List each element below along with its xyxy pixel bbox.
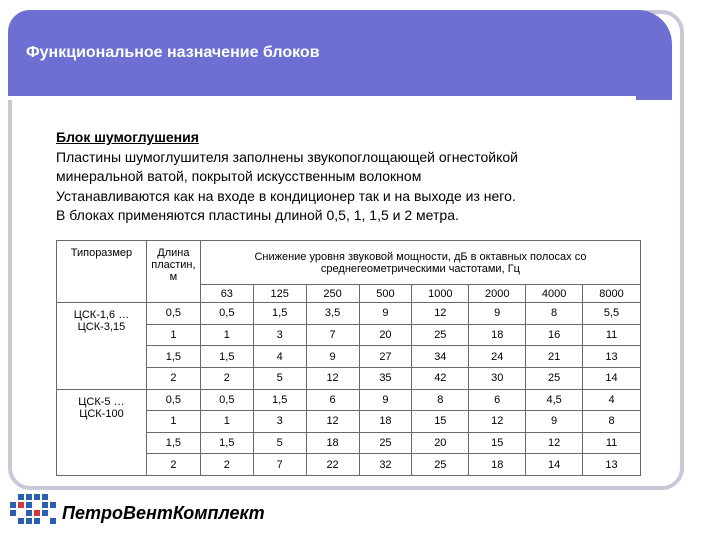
value-cell: 13: [583, 346, 641, 368]
value-cell: 22: [306, 454, 359, 476]
value-cell: 7: [253, 454, 306, 476]
value-cell: 14: [526, 454, 583, 476]
length-cell: 2: [146, 367, 200, 389]
attenuation-table: [56, 240, 641, 476]
value-cell: 3: [253, 324, 306, 346]
length-cell: 1,5: [146, 432, 200, 454]
group-size-2: ЦСК-5 … ЦСК-100: [57, 389, 147, 476]
value-cell: 8: [526, 303, 583, 325]
value-cell: 34: [412, 346, 469, 368]
header-length: Длина пластин, м: [146, 241, 200, 303]
group-size-1: ЦСК-1,6 … ЦСК-3,15: [57, 303, 147, 390]
value-cell: 3: [253, 411, 306, 433]
value-cell: 18: [469, 324, 526, 346]
value-cell: 1,5: [253, 389, 306, 411]
value-cell: 1: [200, 411, 253, 433]
value-cell: 35: [359, 367, 412, 389]
frequency-header: 250: [306, 285, 359, 303]
value-cell: 11: [583, 432, 641, 454]
value-cell: 24: [469, 346, 526, 368]
value-cell: 30: [469, 367, 526, 389]
description-block: [56, 128, 616, 226]
value-cell: 9: [359, 389, 412, 411]
value-cell: 1,5: [253, 303, 306, 325]
value-cell: 4: [583, 389, 641, 411]
paragraph-line: Пластины шумоглушителя заполнены звукопоглощающей огнестойкой: [56, 148, 519, 165]
frequency-header: 2000: [469, 285, 526, 303]
value-cell: 18: [359, 411, 412, 433]
value-cell: 12: [526, 432, 583, 454]
value-cell: 16: [526, 324, 583, 346]
table-row: [57, 389, 641, 411]
value-cell: 6: [469, 389, 526, 411]
value-cell: 11: [583, 324, 641, 346]
value-cell: 7: [306, 324, 359, 346]
value-cell: 18: [469, 454, 526, 476]
value-cell: 20: [412, 432, 469, 454]
value-cell: 9: [526, 411, 583, 433]
value-cell: 5,5: [583, 303, 641, 325]
length-cell: 1,5: [146, 346, 200, 368]
value-cell: 42: [412, 367, 469, 389]
value-cell: 25: [359, 432, 412, 454]
frequency-header: 125: [253, 285, 306, 303]
length-cell: 0,5: [146, 303, 200, 325]
length-cell: 0,5: [146, 389, 200, 411]
value-cell: 8: [412, 389, 469, 411]
value-cell: 20: [359, 324, 412, 346]
value-cell: 15: [469, 432, 526, 454]
frequency-header: 500: [359, 285, 412, 303]
value-cell: 9: [306, 346, 359, 368]
value-cell: 12: [412, 303, 469, 325]
frequency-header: 63: [200, 285, 253, 303]
value-cell: 0,5: [200, 303, 253, 325]
value-cell: 14: [583, 367, 641, 389]
value-cell: 9: [469, 303, 526, 325]
value-cell: 27: [359, 346, 412, 368]
value-cell: 1,5: [200, 432, 253, 454]
table-row: [57, 303, 641, 325]
value-cell: 25: [526, 367, 583, 389]
value-cell: 12: [306, 411, 359, 433]
grid-logo-icon: [8, 492, 56, 526]
value-cell: 1,5: [200, 346, 253, 368]
value-cell: 1: [200, 324, 253, 346]
value-cell: 2: [200, 454, 253, 476]
block-heading: Блок шумоглушения: [56, 129, 199, 145]
value-cell: 4,5: [526, 389, 583, 411]
value-cell: 13: [583, 454, 641, 476]
value-cell: 5: [253, 367, 306, 389]
length-cell: 1: [146, 411, 200, 433]
header-size: Типоразмер: [57, 241, 147, 303]
value-cell: 25: [412, 454, 469, 476]
value-cell: 6: [306, 389, 359, 411]
value-cell: 8: [583, 411, 641, 433]
value-cell: 2: [200, 367, 253, 389]
value-cell: 12: [306, 367, 359, 389]
frequency-header: 8000: [583, 285, 641, 303]
value-cell: 4: [253, 346, 306, 368]
header-reduction: Снижение уровня звуковой мощности, дБ в октавных полосах со среднегеометрическими частотами, Гц: [200, 241, 640, 285]
header-divider: [8, 96, 636, 100]
frequency-header: 1000: [412, 285, 469, 303]
length-cell: 2: [146, 454, 200, 476]
paragraph-line: минеральной ватой, покрытой искусственным волокном: [56, 168, 422, 184]
value-cell: 32: [359, 454, 412, 476]
value-cell: 5: [253, 432, 306, 454]
value-cell: 21: [526, 346, 583, 368]
value-cell: 18: [306, 432, 359, 454]
slide-title: Функциональное назначение блоков: [26, 44, 320, 61]
paragraph-line: В блоках применяются пластины длиной 0,5, 1, 1,5 и 2 метра.: [56, 207, 459, 223]
value-cell: 3,5: [306, 303, 359, 325]
paragraph-line: Устанавливаются как на входе в кондиционер так и на выходе из него.: [56, 187, 516, 204]
frequency-header: 4000: [526, 285, 583, 303]
value-cell: 9: [359, 303, 412, 325]
brand-name: ПетроВентКомплект: [62, 503, 265, 523]
value-cell: 25: [412, 324, 469, 346]
length-cell: 1: [146, 324, 200, 346]
value-cell: 12: [469, 411, 526, 433]
value-cell: 0,5: [200, 389, 253, 411]
value-cell: 15: [412, 411, 469, 433]
